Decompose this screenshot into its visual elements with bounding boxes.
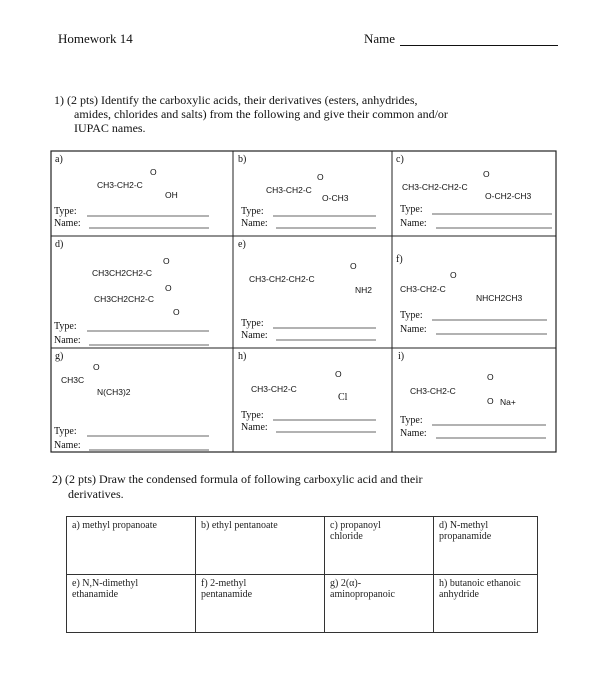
cell-d-type-label: Type: [54,321,77,332]
q2-prompt-line-1: 2) (2 pts) Draw the condensed formula of following carboxylic acid and their [52,472,423,486]
cell-h-chain: CH3-CH2-C [251,384,297,394]
q2-row-2 [67,575,538,633]
cell-b-och3: O-CH3 [322,193,349,203]
cell-i-letter: i) [398,351,405,362]
q1-prompt-line-3: IUPAC names. [74,121,146,135]
cell-a-oh: OH [165,190,178,200]
cell-i-o-minus: O [487,396,494,406]
cell-c-type-label: Type: [400,204,423,215]
cell-g-structure [61,362,131,397]
q2-cell-h-text-2: anhydride [439,589,479,600]
cell-a-name-label: Name: [54,218,81,229]
q2-cell-b[interactable] [196,517,325,575]
cell-c-letter: c) [396,154,404,165]
q2-cell-d-text-1: d) N-methyl [439,520,489,531]
cell-i-chain: CH3-CH2-C [410,386,456,396]
cell-b-o-top: O [317,172,324,182]
cell-g-name-label: Name: [54,440,81,451]
cell-i-name-label: Name: [400,428,427,439]
cell-c-structure [402,169,532,201]
cell-d-o-top: O [163,256,170,266]
cell-c-chain: CH3-CH2-CH2-C [402,182,468,192]
cell-e-letter: e) [238,239,246,250]
cell-b-name-label: Name: [241,218,268,229]
cell-g-letter: g) [55,351,64,362]
worksheet-title: Homework 14 [58,31,133,46]
cell-e-name-label: Name: [241,330,268,341]
cell-d-chain-2: CH3CH2CH2-C [94,294,154,304]
cell-i-type-label: Type: [400,415,423,426]
cell-h-type-label: Type: [241,410,264,421]
cell-b-letter: b) [238,154,247,165]
cell-e-o-top: O [350,261,357,271]
cell-h-letter: h) [238,351,247,362]
cell-a-chain: CH3-CH2-C [97,180,143,190]
cell-c-name-label: Name: [400,218,427,229]
cell-f-structure [400,270,523,303]
cell-e-nh2: NH2 [355,285,373,295]
q2-cell-b-text: b) ethyl pentanoate [201,520,278,531]
q2-cell-f-text-2: pentanamide [201,589,253,600]
cell-i-sodium-ion: Na+ [500,397,516,407]
cell-d-name-label: Name: [54,335,81,346]
q2-cell-d[interactable] [434,517,538,575]
cell-g-type-label: Type: [54,426,77,437]
cell-d-chain-1: CH3CH2CH2-C [92,268,152,278]
cell-d-letter: d) [55,239,64,250]
q2-cell-a-text: a) methyl propanoate [72,520,157,531]
q2-cell-h[interactable] [434,575,538,633]
cell-d-o-bottom: O [173,307,180,317]
q2-prompt-line-2: derivatives. [68,487,124,501]
cell-g-dimethylamino: N(CH3)2 [97,387,131,397]
cell-g-chain: CH3C [61,375,85,385]
cell-d-o-bridge: O [165,283,172,293]
q2-cell-h-text-1: h) butanoic ethanoic [439,578,521,589]
cell-f-o-top: O [450,270,457,280]
cell-f-chain: CH3-CH2-C [400,284,446,294]
cell-b-type-label: Type: [241,206,264,217]
cell-a-structure [97,167,178,200]
q2-cell-c[interactable] [325,517,434,575]
q2-cell-g-text-1: g) 2(α)- [330,578,362,589]
cell-b-structure [266,172,349,203]
q2-cell-e-text-1: e) N,N-dimethyl [72,578,139,589]
cell-i-o-top: O [487,372,494,382]
cell-f-name-label: Name: [400,324,427,335]
cell-h-cl: Cl [338,392,348,403]
cell-e-type-label: Type: [241,318,264,329]
q2-cell-e-text-2: ethanamide [72,589,119,600]
cell-c-ester-tail: O-CH2-CH3 [485,191,532,201]
cell-a-o-top: O [150,167,157,177]
cell-f-type-label: Type: [400,310,423,321]
cell-h-o-top: O [335,369,342,379]
cell-i-structure [410,372,516,407]
cell-c-o-top: O [483,169,490,179]
cell-f-amide-tail: NHCH2CH3 [476,293,523,303]
cell-e-structure [249,261,372,295]
q2-cell-f-text-1: f) 2-methyl [201,578,247,589]
cell-h-structure [251,369,348,403]
cell-b-chain: CH3-CH2-C [266,185,312,195]
q1-prompt-line-2: amides, chlorides and salts) from the following and give their common and/or [74,107,448,121]
q2-cell-c-text-1: c) propanoyl [330,520,381,531]
q2-table [66,516,538,633]
q2-cell-g-text-2: aminopropanoic [330,589,395,600]
cell-e-chain: CH3-CH2-CH2-C [249,274,315,284]
q2-cell-c-text-2: chloride [330,531,363,542]
q2-row-1 [67,517,538,575]
name-label: Name [364,31,396,46]
q2-cell-a[interactable] [67,517,196,575]
q2-cell-e[interactable] [67,575,196,633]
cell-a-letter: a) [55,154,63,165]
q2-cell-g[interactable] [325,575,434,633]
cell-d-structure [92,256,180,317]
q2-cell-f[interactable] [196,575,325,633]
cell-f-letter: f) [396,254,403,265]
q1-prompt-line-1: 1) (2 pts) Identify the carboxylic acids, their derivatives (esters, anhydrides, [54,93,418,107]
cell-a-type-label: Type: [54,206,77,217]
cell-g-o-top: O [93,362,100,372]
q2-cell-d-text-2: propanamide [439,531,492,542]
cell-h-name-label: Name: [241,422,268,433]
